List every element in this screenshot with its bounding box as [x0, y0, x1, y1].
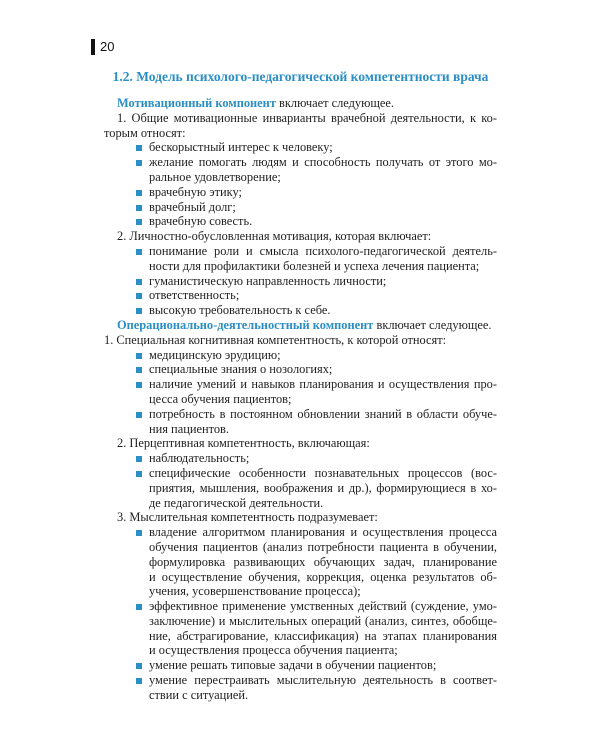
bullet-square	[136, 678, 142, 684]
bullet-square	[136, 663, 142, 669]
bullet-item-line: ния пациентов.	[149, 421, 229, 436]
bullet-square	[136, 456, 142, 462]
bullet-item-line: врачебную совесть.	[149, 214, 253, 229]
bullet-item-line: умение перестраивать мыслительную деятельность в соответ-	[149, 673, 497, 688]
bullet-item	[104, 658, 497, 673]
bullet-square	[136, 145, 142, 151]
component-intro-line	[104, 96, 497, 111]
bullet-square	[136, 382, 142, 388]
bullet-item	[104, 155, 497, 185]
numbered-item-line: 3. Мыслительная компетентность подразумевает:	[117, 510, 378, 525]
bullet-item-line: ответственность;	[149, 288, 240, 303]
bullet-item	[104, 407, 497, 437]
numbered-item-line: 1. Специальная когнитивная компетентность, к которой относят:	[104, 332, 447, 347]
bullet-item-line: формулировка развивающих обучающих задач, планирование	[149, 554, 497, 569]
bullet-square	[136, 249, 142, 255]
bullet-item-line: цесса обучения пациентов;	[149, 391, 292, 406]
bullet-item-line: ральное удовлетворение;	[149, 169, 281, 184]
bullet-item-line: высокую требовательность к себе.	[149, 303, 331, 318]
section-heading: 1.2. Модель психолого-педагогической компетентности врача	[112, 69, 489, 84]
bullet-item-line: и осуществления процесса обучения пациента;	[149, 643, 398, 658]
bullet-square	[136, 293, 142, 299]
operational-component-title: Операционально-деятельностный компонент	[117, 317, 374, 332]
bullet-square	[136, 160, 142, 166]
bullet-square	[136, 530, 142, 536]
bullet-item-line: наблюдательность;	[149, 451, 250, 466]
bullet-item	[104, 377, 497, 407]
bullet-item-line: ствии с ситуацией.	[149, 687, 249, 702]
bullet-item	[104, 274, 497, 289]
bullet-item	[104, 673, 497, 703]
bullet-item-line: желание помогать людям и способность получать от этого мо-	[149, 155, 497, 170]
bullet-item	[104, 525, 497, 599]
bullet-item-line: врачебную этику;	[149, 184, 242, 199]
bullet-item	[104, 451, 497, 466]
bullet-square	[136, 471, 142, 477]
bullet-item-line: наличие умений и навыков планирования и осуществления про-	[149, 377, 497, 392]
bullet-item-line: учения, усовершенствование процесса);	[149, 584, 361, 599]
bullet-square	[136, 604, 142, 610]
component-intro-text: включает следующее.	[279, 96, 395, 110]
bullet-square	[136, 367, 142, 373]
bullet-item-line: бескорыстный интерес к человеку;	[149, 140, 333, 155]
bullet-item	[104, 140, 497, 155]
numbered-item-line: 1. Общие мотивационные инварианты врачебной деятельности, к ко-	[117, 110, 497, 125]
bullet-item-line: потребность в постоянном обновлении знаний в области обуче-	[149, 406, 497, 421]
bullet-item-line: умение решать типовые задачи в обучении пациентов;	[149, 658, 437, 673]
bullet-item-line: обучения пациентов (анализ потребности пациента в обучении,	[149, 539, 497, 554]
bullet-item	[104, 214, 497, 229]
bullet-item	[104, 303, 497, 318]
bullet-item-line: специальные знания о нозологиях;	[149, 362, 333, 377]
numbered-item-line: 2. Личностно-обусловленная мотивация, которая включает:	[117, 229, 432, 244]
bullet-item	[104, 288, 497, 303]
bullet-item-line: и осуществление обучения, коррекция, оценка результатов об-	[149, 569, 497, 584]
bullet-square	[136, 412, 142, 418]
bullet-square	[136, 219, 142, 225]
page-number-bar	[91, 39, 95, 55]
bullet-item-line: гуманистическую направленность личности;	[149, 273, 387, 288]
bullet-item-line: ности для профилактики болезней и успеха лечения пациента;	[149, 258, 480, 273]
numbered-item-line: 2. Перцептивная компетентность, включающая:	[117, 436, 370, 451]
bullet-square	[136, 205, 142, 211]
bullet-item-line: владение алгоритмом планирования и осуществления процесса	[149, 525, 497, 540]
bullet-item	[104, 466, 497, 510]
bullet-item-line: эффективное применение умственных действий (суждение, умо-	[149, 599, 497, 614]
bullet-item	[104, 185, 497, 200]
bullet-square	[136, 353, 142, 359]
bullet-item-line: приятия, мышления, воображения и др.), формирующиеся в хо-	[149, 480, 497, 495]
bullet-item-line: ние, абстрагирование, классификация) на этапах планирования	[149, 628, 497, 643]
bullet-square	[136, 190, 142, 196]
bullet-item-line: врачебный долг;	[149, 199, 236, 214]
bullet-item-line: заключение) и мыслительных операций (анализ, синтез, обобще-	[149, 613, 497, 628]
bullet-item-line: понимание роли и смысла психолого-педагогической деятель-	[149, 243, 497, 258]
numbered-item-line: торым относят:	[104, 125, 186, 140]
motivational-component-title: Мотивационный компонент	[117, 96, 276, 110]
bullet-square	[136, 279, 142, 285]
component-intro-line	[104, 318, 497, 333]
bullet-item	[104, 599, 497, 658]
bullet-item	[104, 200, 497, 215]
bullet-square	[136, 308, 142, 314]
bullet-item	[104, 244, 497, 274]
bullet-item-line: специфические особенности познавательных процессов (вос-	[149, 465, 497, 480]
bullet-item-line: де педагогической деятельности.	[149, 495, 324, 510]
component-intro-text: включает следующее.	[376, 317, 492, 332]
bullet-item	[104, 362, 497, 377]
bullet-item-line: медицинскую эрудицию;	[149, 347, 281, 362]
page-number: 20	[100, 39, 115, 54]
text-body	[104, 96, 497, 703]
bullet-item	[104, 348, 497, 363]
